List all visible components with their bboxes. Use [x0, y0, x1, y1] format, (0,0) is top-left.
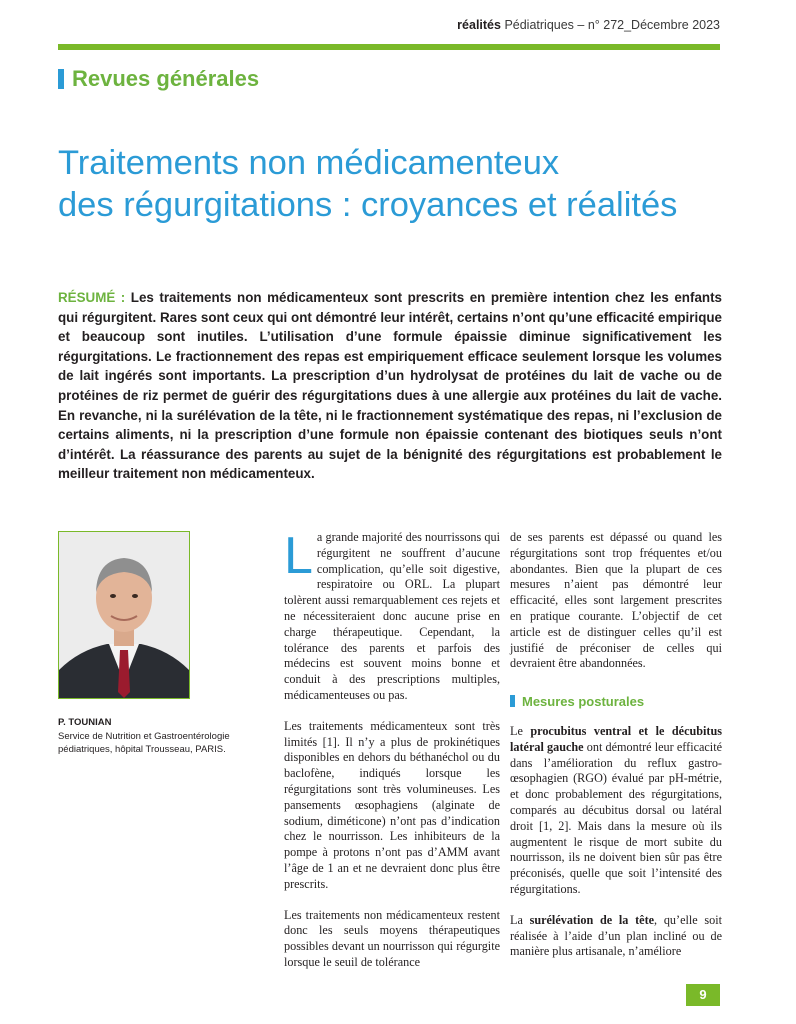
p5-rest: ont démontré leur efficacité dans l’amélioration du reflux gastro-œsophagien (RGO) évalué par pH-métrie, et donc probablement des régurgitations, comparés au décubitus dorsal ou latéral droit [1, 2]. Mais dans la mesure où ils augmentent le risque de mort subite du nourrisson, ils ne doivent bien sûr pas être préconisés, quelle que soit l’intensité des régurgitations. [510, 739, 722, 896]
p6-rest: , qu’elle soit réalisée à l’aide d’un plan incliné ou de manière plus artisanale, n’améliore [510, 912, 723, 959]
title-line-2: des régurgitations : croyances et réalités [58, 186, 678, 224]
abstract-label: RÉSUMÉ : [58, 290, 126, 305]
author-photo [58, 531, 190, 699]
section-label-text: Revues générales [72, 66, 260, 91]
subheading-marker [510, 695, 515, 707]
drop-cap: L [284, 527, 313, 585]
abstract-text: Les traitements non médicamenteux sont prescrits en première intention chez les enfants qui régurgitent. Rares sont ceux qui ont démontré leur intérêt, certains n’ont qu’une efficacité empirique et beaucoup sont inutiles. L’utilisation d’une formule épaissie diminue significativement les régurgitations. Le fractionnement des repas est empiriquement efficace seulement lorsque les volumes de lait ingérés sont importants. La prescription d’un hydrolysat de protéines du lait de vache ou de protéines de riz permet de guérir des régurgitations dues à une allergie aux protéines du lait de vache. En revanche, ni la surélévation de la tête, ni le fractionnement systématique des repas, ni l’exclusion de certains aliments, ni la prescription d’une formule non épaissie contenant des biotiques seuls n’ont d’intérêt. La réassurance des parents au sujet de la bénignité des régurgitations est probablement le meilleur traitement non médicamenteux. [58, 290, 722, 482]
paragraph-head-elevation [510, 913, 722, 960]
header-rule [58, 44, 720, 50]
section-label [58, 66, 259, 92]
section-marker [58, 69, 64, 89]
p5-lead: Le [510, 723, 531, 738]
paragraph-objective: de ses parents est dépassé ou quand les régurgitations sont trop fréquentes et/ou abondantes. Bien que la plupart de ces mesures n’aient pas démontré leur efficacité, elles sont largement prescrites en pratique courante. L’objectif de cet article est de distinguer celles qu’il est justifié de préconiser de celles qui devraient être abandonnées. [510, 530, 722, 671]
abstract [58, 288, 722, 484]
issue-info: Pédiatriques – n° 272_Décembre 2023 [504, 18, 720, 32]
running-header [457, 18, 720, 32]
paragraph-intro [284, 527, 500, 704]
paragraph-intro-text: a grande majorité des nourrissons qui régurgitent ne souffrent d’aucune complication, qu’elle soit digestive, respiratoire ou ORL. La plupart tolèrent aussi remarquablement ces rejets et ne nécessiteraient donc aucune prise en charge thérapeutique. Cependant, la tolérance des parents et parfois des médecins est souvent moins bonne et conduit à des prescriptions multiples, médicamenteuses ou pas. [284, 530, 500, 702]
p6-bold: surélévation de la tête [529, 912, 655, 927]
paragraph-non-drug: Les traitements non médicamenteux restent donc les seuls moyens thérapeutiques possibles devant un nourrisson qui régurgite lorsque le seuil de tolérance [284, 907, 500, 969]
page-number: 9 [686, 984, 720, 1006]
journal-name: réalités [457, 18, 501, 32]
paragraph-drug-treatments: Les traitements médicamenteux sont très limités [1]. Il n’y a plus de prokinétiques disponibles en dehors du béthanéchol ou du baclofène, indiqués lorsque les régurgitations sont très volumineuses. Les pansements œsophagiens (alginate de sodium, diméticone) n’ont pas d’indication chez le nourrisson. Les inhibiteurs de la pompe à protons n’ont pas d’AMM avant l’âge de 1 an et ne devraient donc plus être prescrits. [284, 718, 500, 891]
author-name: P. TOUNIAN [58, 717, 112, 728]
body-column-2 [510, 530, 722, 975]
body-column-1 [284, 527, 500, 986]
subheading-text: Mesures posturales [522, 694, 645, 710]
title-line-1: Traitements non médicamenteux [58, 144, 560, 182]
paragraph-procubitus [510, 724, 722, 898]
author-portrait-icon [59, 532, 189, 698]
p6-lead: La [510, 912, 530, 927]
subheading-postural [510, 694, 722, 710]
p5-bold: procubitus ventral et le décubitus latéral gauche [510, 723, 723, 754]
article-title [58, 142, 748, 226]
author-affiliation: Service de Nutrition et Gastroentérologie pédiatriques, hôpital Trousseau, PARIS. [58, 731, 230, 755]
